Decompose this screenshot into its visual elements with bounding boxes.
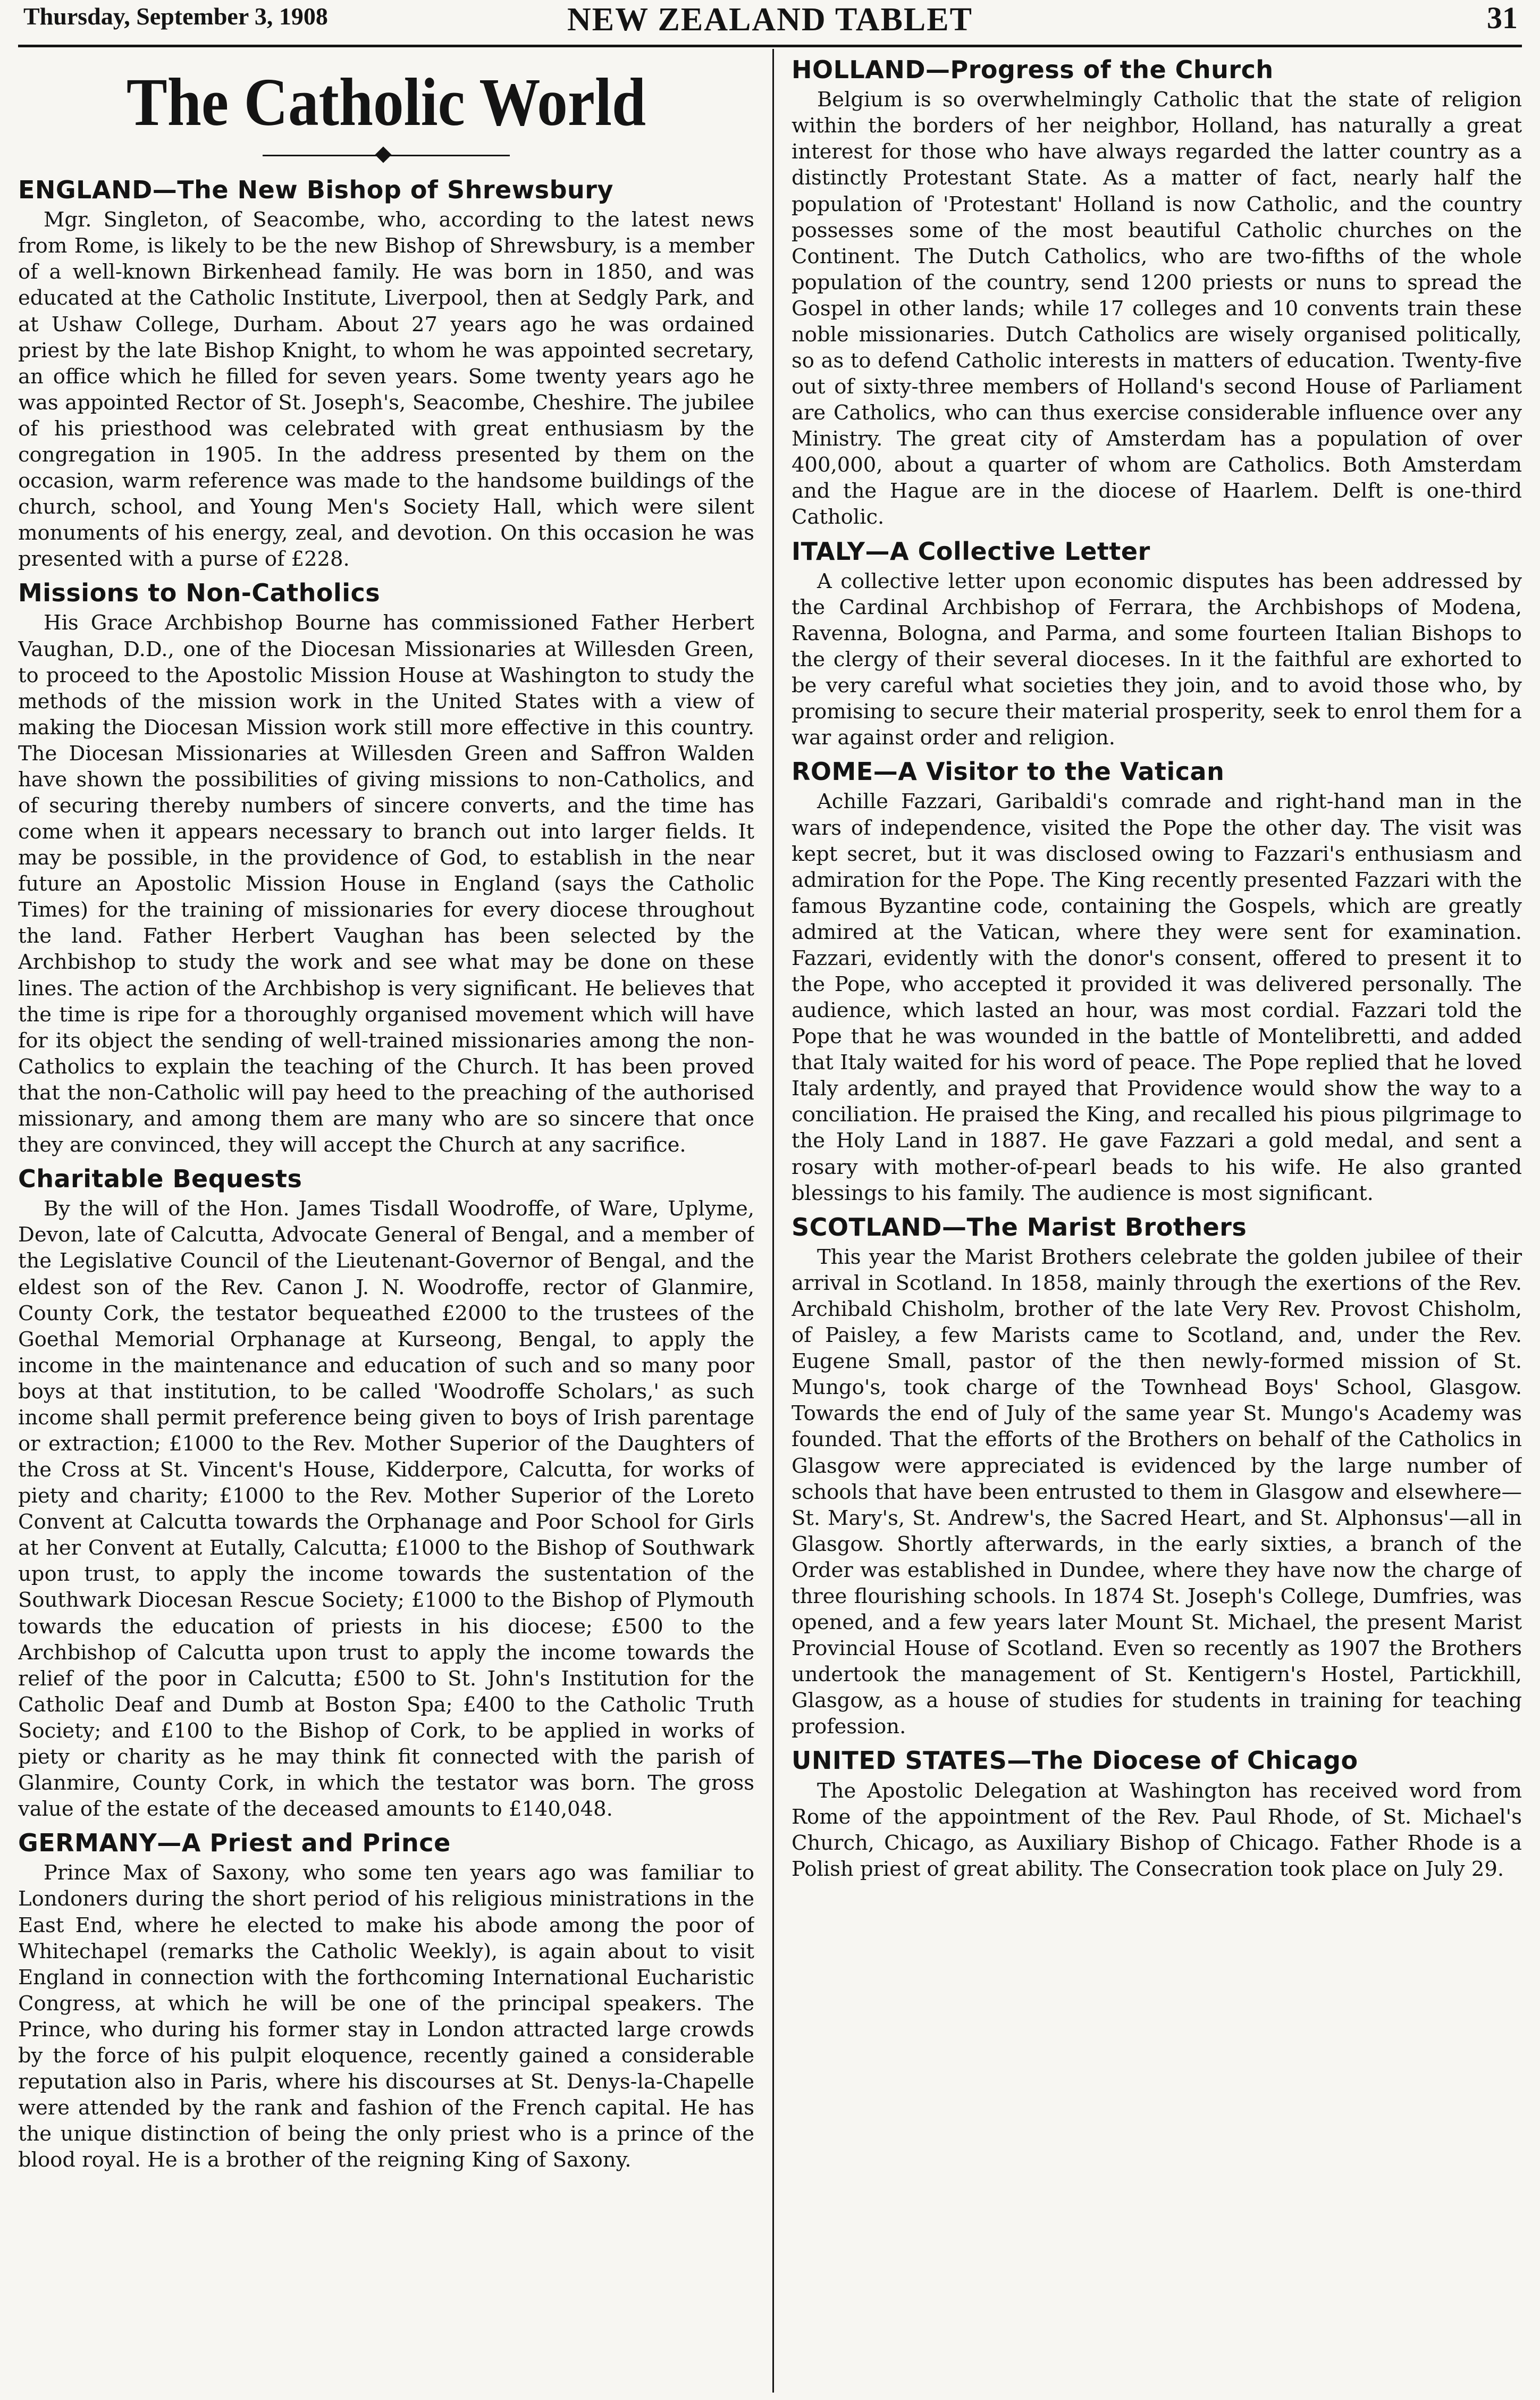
article-heading: UNITED STATES—The Diocese of Chicago	[792, 1746, 1358, 1775]
left-column	[18, 49, 754, 2393]
article-holland	[792, 55, 1522, 531]
newspaper-name: NEW ZEALAND TABLET	[567, 2, 973, 38]
masthead	[18, 0, 1522, 47]
article-heading: ENGLAND—The New Bishop of Shrewsbury	[18, 175, 613, 204]
title-ornament	[18, 144, 754, 167]
article-heading: Charitable Bequests	[18, 1164, 302, 1194]
article-body: Achille Fazzari, Garibaldi's comrade and right-hand man in the wars of independence, visited the Pope the other day. The visit was kept secret, but it was disclosed owing to Fazzari's enthusiasm and admiration for the Pope. The King recently presented Fazzari with the famous Byzantine code, containing the Gospels, which are greatly admired at the Vatican, where they were sent for examination. Fazzari, evidently with the donor's consent, offered to present it to the Pope, who accepted it provided it was delivered personally. The audience, which lasted an hour, was most cordial. Fazzari told the Pope that he was wounded in the battle of Montelibretti, and added that Italy waited for his word of peace. The Pope replied that he loved Italy ardently, and prayed that Providence would show the way to a conciliation. He praised the King, and recalled his pious pilgrimage to the Holy Land in 1887. He gave Fazzari a gold medal, and sent a rosary with mother-of-pearl beads to his wife. He also granted blessings to his family. The audience is most significant.	[792, 790, 1522, 1205]
article-body: By the will of the Hon. James Tisdall Woodroffe, of Ware, Uplyme, Devon, late of Calcutta, Advocate General of Bengal, and a member of the Legislative Council of the Lieutenant-Governor of Bengal, and the eldest son of the Rev. Canon J. N. Woodroffe, rector of Glanmire, County Cork, the testator bequeathed £2000 to the trustees of the Goethal Memorial Orphanage at Kurseong, Bengal, to apply the income in the maintenance and education of such and so many poor boys at that institution, to be called 'Woodroffe Scholars,' as such income shall permit preference being given to boys of Irish parentage or extraction; £1000 to the Rev. Mother Superior of the Daughters of the Cross at St. Vincent's House, Kidderpore, Calcutta, for works of piety and charity; £1000 to the Rev. Mother Superior of the Loreto Convent at Calcutta towards the Orphanage and Poor School for Girls at her Convent at Eutally, Calcutta; £1000 to the Bishop of Southwark upon trust, to apply the income towards the sustentation of the Southwark Diocesan Rescue Society; £1000 to the Bishop of Plymouth towards the education of priests in his diocese; £500 to the Archbishop of Calcutta upon trust to apply the income towards the relief of the poor in Calcutta; £500 to St. John's Institution for the Catholic Deaf and Dumb at Boston Spa; £400 to the Catholic Truth Society; and £100 to the Bishop of Cork, to be applied in works of piety or charity as he may think fit connected with the parish of Glanmire, County Cork, in which the testator was born. The gross value of the estate of the deceased amounts to £140,048.	[18, 1197, 754, 1822]
article-heading: SCOTLAND—The Marist Brothers	[792, 1212, 1247, 1241]
article-body: His Grace Archbishop Bourne has commissioned Father Herbert Vaughan, D.D., one of the Diocesan Missionaries at Willesden Green, to proceed to the Apostolic Mission House at Washington to study the methods of the mission work in the United States with a view of making the Diocesan Mission work still more effective in this country. The Diocesan Missionaries at Willesden Green and Saffron Walden have shown the possibilities of giving missions to non-Catholics, and of securing thereby numbers of sincere converts, and the time has come when it appears necessary to branch out into larger fields. It may be possible, in the providence of God, to establish in the near future an Apostolic Mission House in England (says the Catholic Times) for the training of missionaries for every diocese throughout the land. Father Herbert Vaughan has been selected by the Archbishop to study the work and see what may be done on these lines. The action of the Archbishop is very significant. He believes that the time is ripe for a thoroughly organised movement which will have for its object the sending of well-trained missionaries among the non-Catholics to explain the teaching of the Church. It has been proved that the non-Catholic will pay heed to the preaching of the authorised missionary, and among them are many who are so sincere that once they are convinced, they will accept the Church at any sacrifice.	[18, 611, 754, 1157]
article-missions	[18, 578, 754, 1158]
article-scotland	[792, 1213, 1522, 1740]
article-england	[18, 175, 754, 572]
page-number: 31	[1487, 1, 1518, 35]
diamond-ornament-icon	[375, 146, 391, 163]
issue-date: Thursday, September 3, 1908	[23, 3, 328, 30]
article-united-states	[792, 1746, 1522, 1882]
right-column	[792, 49, 1522, 2393]
article-columns	[18, 49, 1522, 2393]
article-germany	[18, 1828, 754, 2173]
article-body: This year the Marist Brothers celebrate the golden jubilee of their arrival in Scotland. In 1858, mainly through the exertions of the Rev. Archibald Chisholm, brother of the late Very Rev. Provost Chisholm, of Paisley, a few Marists came to Scotland, and, under the Rev. Eugene Small, pastor of the then newly-formed mission of St. Mungo's, took charge of the Townhead Boys' School, Glasgow. Towards the end of July of the same year St. Mungo's Academy was founded. That the efforts of the Brothers on behalf of the Catholics in Glasgow were appreciated is evidenced by the large number of schools that have been entrusted to them in Glasgow and elsewhere—St. Mary's, St. Andrew's, the Sacred Heart, and St. Alphonsus'—all in Glasgow. Shortly afterwards, in the early sixties, a branch of the Order was established in Dundee, where they have now the charge of three flourishing schools. In 1874 St. Joseph's College, Dumfries, was opened, and a few years later Mount St. Michael, the present Marist Provincial House of Scotland. Even so recently as 1907 the Brothers undertook the management of St. Kentigern's Hostel, Partickhill, Glasgow, as a house of studies for students in training for teaching profession.	[792, 1245, 1522, 1739]
article-body: Prince Max of Saxony, who some ten years ago was familiar to Londoners during the short period of his religious ministrations in the East End, where he elected to make his abode among the poor of Whitechapel (remarks the Catholic Weekly), is again about to visit England in connection with the forthcoming International Eucharistic Congress, at which he will be one of the principal speakers. The Prince, who during his former stay in London attracted large crowds by the force of his pulpit eloquence, recently gained a considerable reputation also in Paris, where his discourses at St. Denys-la-Chapelle were attended by the rank and fashion of the French capital. He has the unique distinction of being the only priest who is a prince of the blood royal. He is a brother of the reigning King of Saxony.	[18, 1861, 754, 2172]
page-title: The Catholic World	[126, 64, 646, 140]
article-bequests	[18, 1164, 754, 1822]
article-body: Belgium is so overwhelmingly Catholic that the state of religion within the borders of her neighbor, Holland, has naturally a great interest for those who have always regarded the latter country as a distinctly Protestant State. As a matter of fact, nearly half the population of 'Protestant' Holland is now Catholic, and the country possesses some of the most beautiful Catholic churches on the Continent. The Dutch Catholics, who are two-fifths of the whole population of the country, send 1200 priests or nuns to spread the Gospel in other lands; while 17 colleges and 10 convents train these noble missionaries. Dutch Catholics are wisely organised politically, so as to defend Catholic interests in matters of education. Twenty-five out of sixty-three members of Holland's second House of Parliament are Catholics, who can thus exercise considerable influence over any Ministry. The great city of Amsterdam has a population of over 400,000, about a quarter of whom are Catholics. Both Amsterdam and the Hague are in the diocese of Haarlem. Delft is one-third Catholic.	[792, 88, 1522, 530]
article-heading: HOLLAND—Progress of the Church	[792, 55, 1274, 84]
article-body: Mgr. Singleton, of Seacombe, who, according to the latest news from Rome, is likely to be the new Bishop of Shrewsbury, is a member of a well-known Birkenhead family. He was born in 1850, and was educated at the Catholic Institute, Liverpool, then at Sedgly Park, and at Ushaw College, Durham. About 27 years ago he was ordained priest by the late Bishop Knight, to whom he was appointed secretary, an office which he filled for seven years. Some twenty years ago he was appointed Rector of St. Joseph's, Seacombe, Cheshire. The jubilee of his priesthood was celebrated with great enthusiasm by the congregation in 1905. In the address presented by them on the occasion, warm reference was made to the handsome buildings of the church, school, and Young Men's Society Hall, which were silent monuments of his energy, zeal, and devotion. On this occasion he was presented with a purse of £228.	[18, 208, 754, 572]
article-italy	[792, 537, 1522, 751]
column-divider	[772, 49, 774, 2393]
article-body: A collective letter upon economic disputes has been addressed by the Cardinal Archbishop of Ferrara, the Archbishops of Modena, Ravenna, Bologna, and Parma, and some fourteen Italian Bishops to the clergy of their several dioceses. In it the faithful are exhorted to be very careful what societies they join, and to avoid those who, by promising to secure their material prosperity, seek to enrol them for a war against order and religion.	[792, 569, 1522, 750]
article-heading: ITALY—A Collective Letter	[792, 536, 1150, 566]
article-heading: GERMANY—A Priest and Prince	[18, 1828, 451, 1858]
article-body: The Apostolic Delegation at Washington has received word from Rome of the appointment of the Rev. Paul Rhode, of St. Michael's Church, Chicago, as Auxiliary Bishop of Chicago. Father Rhode is a Polish priest of great ability. The Consecration took place on July 29.	[792, 1778, 1522, 1881]
article-rome	[792, 757, 1522, 1206]
article-heading: Missions to Non-Catholics	[18, 578, 381, 608]
article-heading: ROME—A Visitor to the Vatican	[792, 757, 1225, 786]
